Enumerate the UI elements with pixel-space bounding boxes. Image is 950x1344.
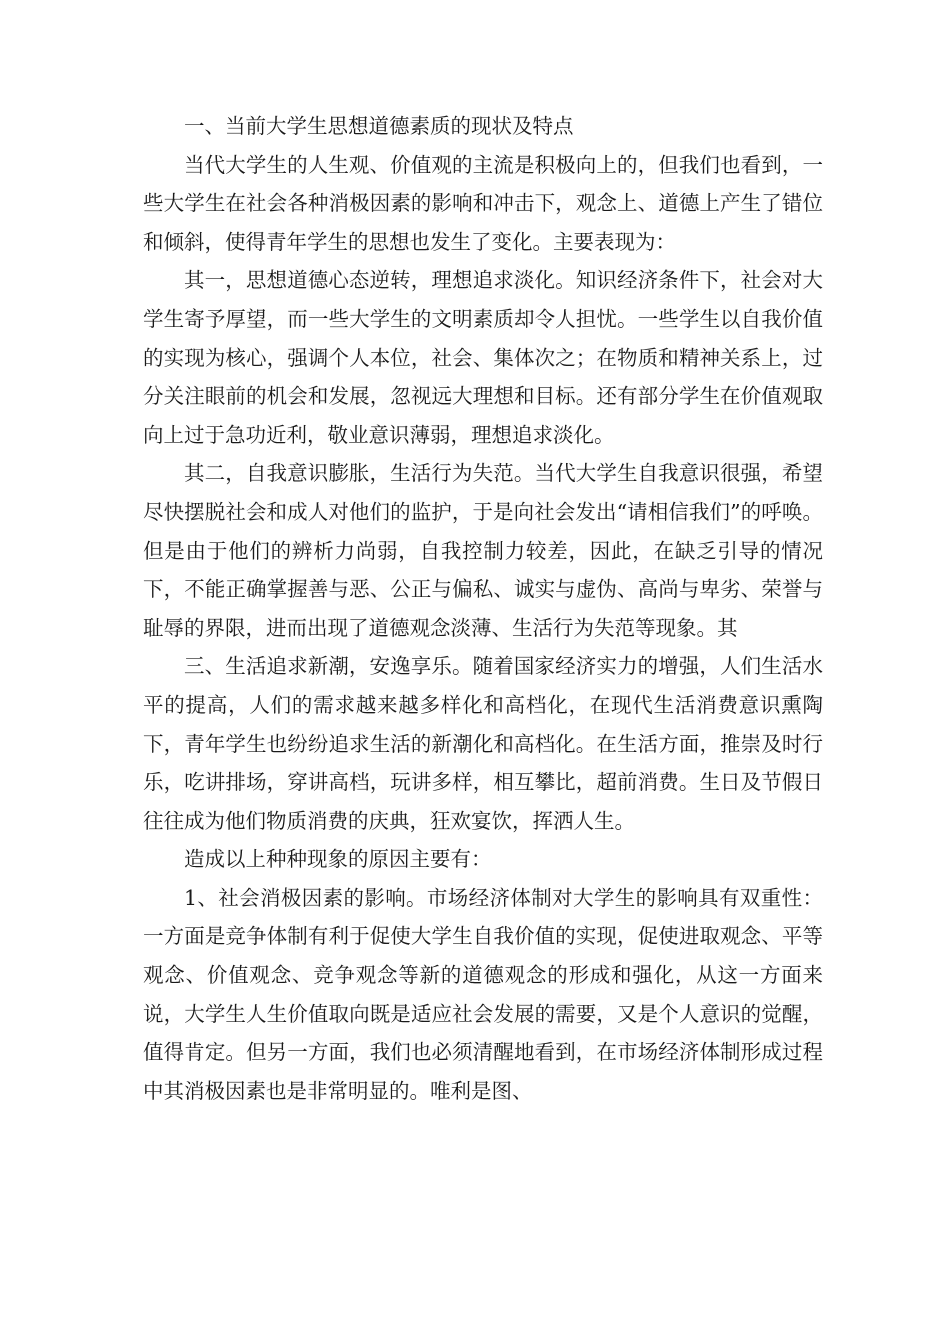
paragraph-intro: 当代大学生的人生观、价值观的主流是积极向上的，但我们也看到，一些大学生在社会各种消极因素的影响和冲击下，观念上、道德上产生了错位和倾斜，使得青年学生的思想也发生了变化。主要表现为： — [143, 152, 823, 254]
document-body — [143, 107, 823, 1110]
paragraph-causes-intro: 造成以上种种现象的原因主要有： — [184, 847, 492, 872]
paragraph-point-two: 其二，自我意识膨胀，生活行为失范。当代大学生自我意识很强，希望尽快摆脱社会和成人对他们的监护，于是向社会发出“请相信我们”的呼唤。但是由于他们的辨析力尚弱，自我控制力较差，因此，在缺乏引导的情况下，不能正确掌握善与恶、公正与偏私、诚实与虚伪、高尚与卑劣、荣誉与耻辱的界限，进而出现了道德观念淡薄、生活行为失范等现象。其 — [143, 461, 823, 640]
paragraph-point-one: 其一，思想道德心态逆转，理想追求淡化。知识经济条件下，社会对大学生寄予厚望，而一些大学生的文明素质却令人担忧。一些学生以自我价值的实现为核心，强调个人本位，社会、集体次之；在物质和精神关系上，过分关注眼前的机会和发展，忽视远大理想和目标。还有部分学生在价值观取向上过于急功近利，敬业意识薄弱，理想追求淡化。 — [143, 268, 823, 447]
paragraph-point-three: 三、生活追求新潮，安逸享乐。随着国家经济实力的增强，人们生活水平的提高，人们的需求越来越多样化和高档化，在现代生活消费意识熏陶下，青年学生也纷纷追求生活的新潮化和高档化。在生活方面，推崇及时行乐，吃讲排场，穿讲高档，玩讲多样，相互攀比，超前消费。生日及节假日往往成为他们物质消费的庆典，狂欢宴饮，挥洒人生。 — [143, 654, 823, 833]
paragraph-cause-one: 1、社会消极因素的影响。市场经济体制对大学生的影响具有双重性：一方面是竞争体制有利于促使大学生自我价值的实现，促使进取观念、平等观念、价值观念、竞争观念等新的道德观念的形成和强化，从这一方面来说，大学生人生价值取向既是适应社会发展的需要，又是个人意识的觉醒，值得肯定。但另一方面，我们也必须清醒地看到，在市场经济体制形成过程中其消极因素也是非常明显的。唯利是图、 — [143, 885, 823, 1103]
section-heading: 一、当前大学生思想道德素质的现状及特点 — [184, 114, 574, 138]
